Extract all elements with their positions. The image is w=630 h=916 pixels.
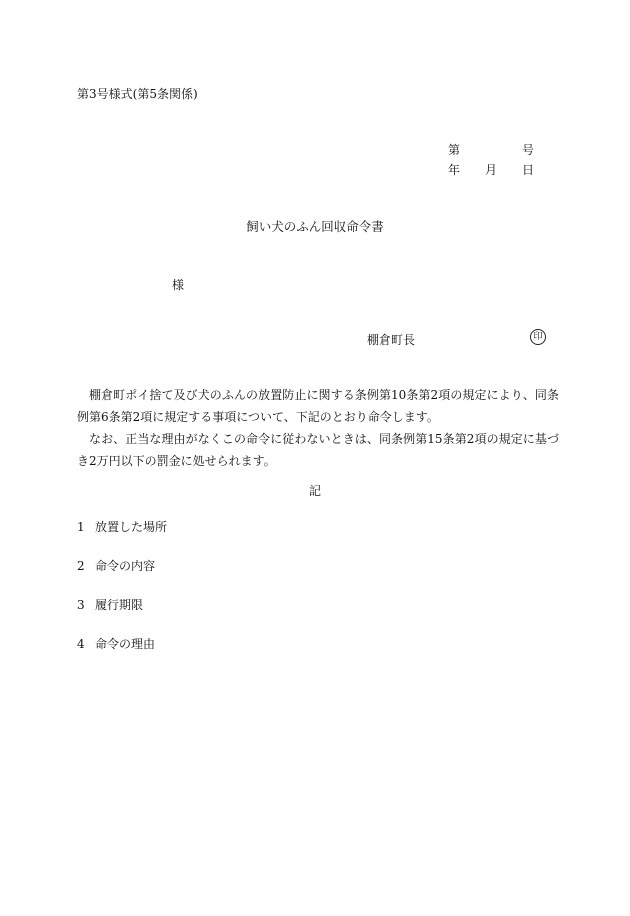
form-label: 第3号様式(第5条関係) xyxy=(77,87,198,101)
item-label: 命令の内容 xyxy=(95,559,156,573)
item-label: 放置した場所 xyxy=(95,520,168,534)
recipient-honorific: 様 xyxy=(172,278,185,292)
item-number: 2 xyxy=(77,559,85,573)
ki-heading: 記 xyxy=(308,484,321,498)
date-month: 月 xyxy=(485,163,498,177)
item-number: 4 xyxy=(77,637,85,651)
date-day: 日 xyxy=(522,163,535,177)
item-number: 3 xyxy=(77,598,85,612)
list-item xyxy=(77,557,155,574)
body-paragraph-1: 棚倉町ポイ捨て及び犬のふんの放置防止に関する条例第10条第2項の規定により、同条例第6条第2項に規定する事項について、下記のとおり命令します。 xyxy=(77,388,559,424)
body-text xyxy=(77,384,559,472)
list-item xyxy=(77,518,167,535)
document-title: 飼い犬のふん回収命令書 xyxy=(246,219,384,234)
list-item xyxy=(77,635,155,652)
issuer-name: 棚倉町長 xyxy=(367,333,416,347)
seal-mark: 印 xyxy=(530,329,546,345)
list-item xyxy=(77,596,143,613)
number-prefix: 第 xyxy=(448,143,461,157)
number-suffix: 号 xyxy=(522,143,535,157)
body-paragraph-2: なお、正当な理由がなくこの命令に従わないときは、同条例第15条第2項の規定に基づき2万円以下の罰金に処せられます。 xyxy=(77,432,559,468)
item-number: 1 xyxy=(77,520,85,534)
item-label: 履行期限 xyxy=(95,598,144,612)
date-year: 年 xyxy=(448,163,461,177)
item-label: 命令の理由 xyxy=(95,637,156,651)
